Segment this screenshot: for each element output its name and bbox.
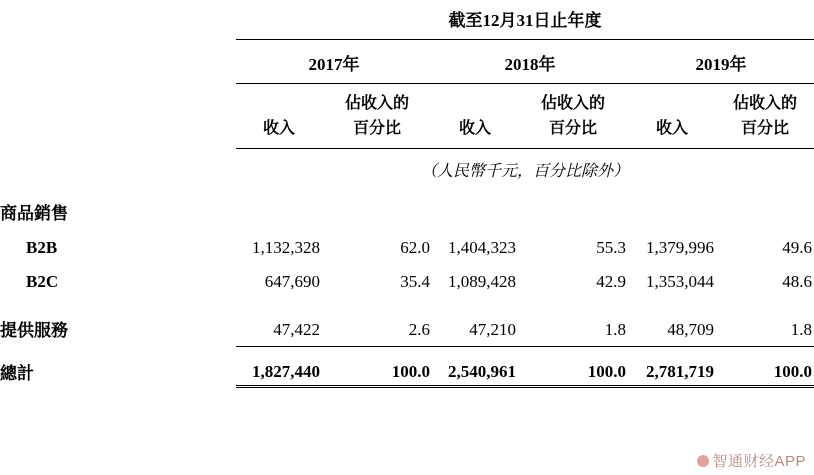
column-header-percent-2019-line2: 百分比 [740,119,789,137]
total-percent-2018: 100.0 [518,347,628,387]
column-header-percent-2018-line1: 佔收入的 [540,95,605,112]
year-header-row [0,40,814,84]
total-percent-2017: 100.0 [322,347,432,387]
column-header-percent-2017-line1: 佔收入的 [344,95,409,112]
empty-corner-cell-3 [0,84,236,149]
b2c-percent-2018: 42.9 [596,271,626,291]
column-header-row [0,84,814,149]
period-header-row [0,0,814,40]
b2b-revenue-2017: 1,132,328 [252,237,320,257]
period-header: 截至12月31日止年度 [236,0,814,40]
empty-corner-cell [0,0,236,40]
watermark [697,450,806,471]
b2c-revenue-2017: 647,690 [264,271,320,291]
total-revenue-2019: 2,781,719 [628,347,716,387]
b2c-percent-2019: 48.6 [782,271,812,291]
total-revenue-2017: 1,827,440 [236,347,322,387]
column-header-percent-2017 [322,84,432,149]
b2c-revenue-2019: 1,353,044 [646,271,714,291]
bottom-spacer-row [0,387,814,405]
watermark-text: 智通财经APP [712,453,806,470]
b2b-percent-2018: 55.3 [596,237,626,257]
row-label-services: 提供服務 [0,320,68,340]
column-header-revenue-2019 [628,84,716,149]
services-percent-2017: 2.6 [322,309,432,347]
empty-corner-cell-4 [0,148,236,192]
section-header-goods-sales: 商品銷售 [0,203,68,223]
column-header-percent-2019 [716,84,814,149]
column-header-revenue-2018-label: 收入 [458,119,491,137]
units-note-row [0,148,814,192]
table-row [0,309,814,347]
b2b-revenue-2019: 1,379,996 [646,237,714,257]
year-header-2017: 2017年 [236,40,432,84]
services-percent-2018: 1.8 [518,309,628,347]
column-header-percent-2017-line2: 百分比 [352,119,401,137]
b2c-revenue-2018: 1,089,428 [448,271,516,291]
column-header-revenue-2017 [236,84,322,149]
column-header-revenue-2017-label: 收入 [262,119,295,137]
column-header-revenue-2018 [432,84,518,149]
b2b-percent-2019: 49.6 [782,237,812,257]
row-label-total: 總計 [0,363,34,383]
table-row [0,265,814,299]
services-revenue-2019: 48,709 [628,309,716,347]
total-row [0,347,814,387]
total-revenue-2018: 2,540,961 [432,347,518,387]
b2b-percent-2017: 62.0 [400,237,430,257]
total-percent-2019: 100.0 [716,347,814,387]
column-header-revenue-2019-label: 收入 [655,119,688,137]
services-revenue-2018: 47,210 [432,309,518,347]
empty-corner-cell-2 [0,40,236,84]
column-header-percent-2018-line2: 百分比 [548,119,597,137]
units-note: （人民幣千元，百分比除外） [420,162,629,180]
row-label-b2c: B2C [26,271,59,291]
watermark-logo-icon [697,455,709,467]
year-header-2019: 2019年 [628,40,814,84]
column-header-percent-2019-line1: 佔收入的 [732,95,797,112]
services-percent-2019: 1.8 [716,309,814,347]
spacer-row [0,299,814,309]
column-header-percent-2018 [518,84,628,149]
services-revenue-2017: 47,422 [236,309,322,347]
year-header-2018: 2018年 [432,40,628,84]
section-header-row [0,192,814,231]
row-label-b2b: B2B [26,237,58,257]
b2b-revenue-2018: 1,404,323 [448,237,516,257]
b2c-percent-2017: 35.4 [400,271,430,291]
table-row [0,231,814,265]
